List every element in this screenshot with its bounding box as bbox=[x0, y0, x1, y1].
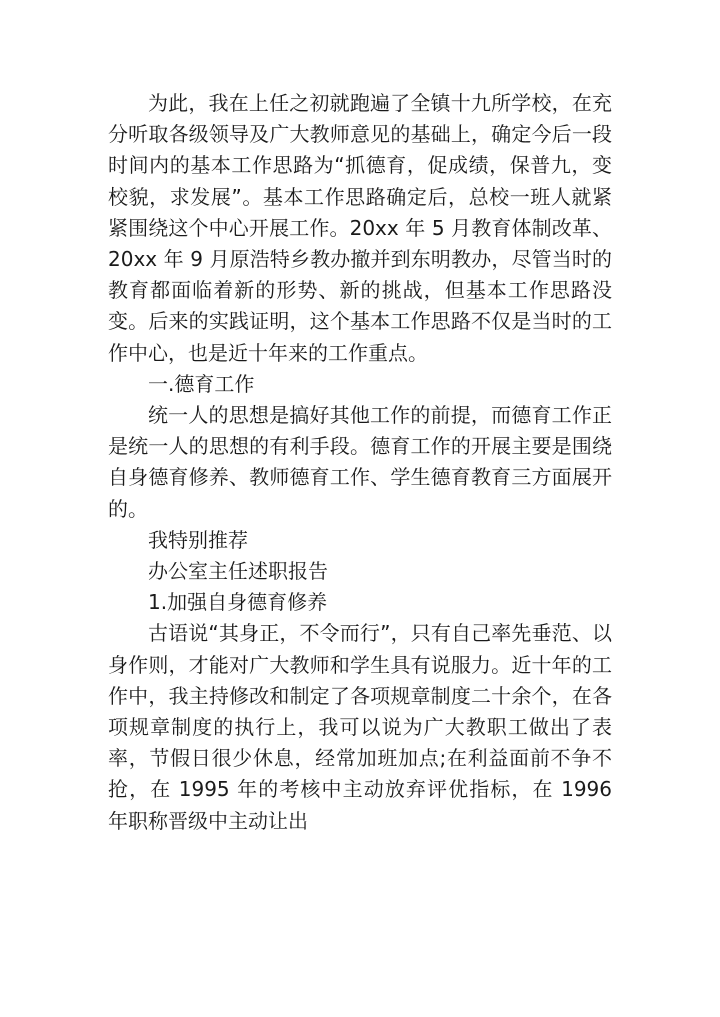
recommended-link-text: 办公室主任述职报告 bbox=[148, 559, 328, 584]
paragraph-moral-education-intro: 统一人的思想是搞好其他工作的前提，而德育工作正是统一人的思想的有利手段。德育工作的开展主要是围绕自身德育修养、教师德育工作、学生德育教育三方面展开的。 bbox=[108, 403, 612, 521]
paragraph-self-cultivation: 古语说“其身正，不令而行”，只有自己率先垂范、以身作则，才能对广大教师和学生具有说服力。近十年的工作中，我主持修改和制定了各项规章制度二十余个，在各项规章制度的执行上，我可以说为广大教职工做出了表率，节假日很少休息，经常加班加点;在利益面前不争不抢，在 1995 年的考核中主动放弃评优指标，在 1996 年职称晋级中主动让出 bbox=[108, 621, 612, 833]
section-heading-moral-education: 一.德育工作 bbox=[148, 371, 255, 396]
subheading-self-cultivation: 1.加强自身德育修养 bbox=[148, 590, 328, 615]
recommend-line: 我特别推荐 bbox=[148, 527, 248, 552]
document-body bbox=[108, 88, 612, 837]
paragraph-work-approach: 为此，我在上任之初就跑遍了全镇十九所学校，在充分听取各级领导及广大教师意见的基础上，确定今后一段时间内的基本工作思路为“抓德育，促成绩，保普九，变校貌，求发展”。基本工作思路确定后，总校一班人就紧紧围绕这个中心开展工作。20xx 年 5 月教育体制改革、20xx 年 9 月原浩特乡教办撤并到东明教办，尽管当时的教育都面临着新的形势、新的挑战，但基本工作思路没变。后来的实践证明，这个基本工作思路不仅是当时的工作中心，也是近十年来的工作重点。 bbox=[108, 91, 612, 365]
